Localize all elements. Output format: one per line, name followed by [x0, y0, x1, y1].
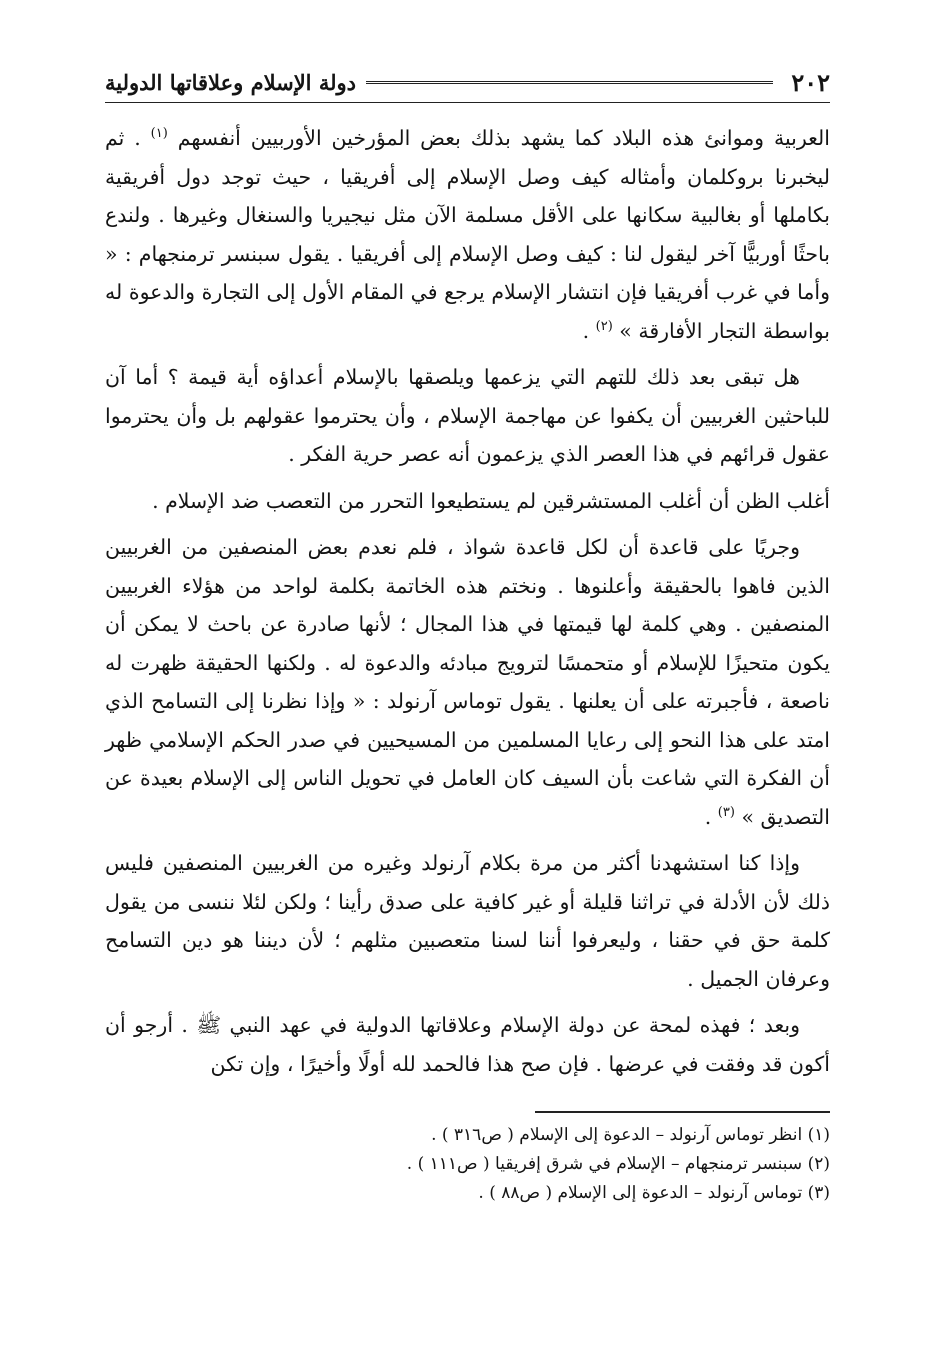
- paragraph-4: [105, 528, 830, 836]
- body-text: [105, 119, 830, 1083]
- paragraph-1: [105, 119, 830, 350]
- paragraph-2: [105, 358, 830, 474]
- paragraph-text-continued: . ثم ليخبرنا بروكلمان وأمثاله كيف وصل الإسلام إلى أفريقيا ، حيث توجد دول أفريقية بكاملها أو بغالبية سكانها على الأقل مسلمة الآن مثل نيجيريا والسنغال وغيرها . ولندع باحثًا أوربيًّا آخر ليقول لنا : كيف وصل الإسلام إلى أفريقيا . يقول سبنسر ترمنجهام : « وأما في غرب أفريقيا فإن انتشار الإسلام يرجع في المقام الأول إلى التجارة والدعوة له بواسطة التجار الأفارقة »: [105, 126, 830, 343]
- paragraph-text: وبعد ؛ فهذه لمحة عن دولة الإسلام وعلاقاتها الدولية في عهد النبي ﷺ . أرجو أن أكون قد وفقت في عرضها . فإن صح هذا فالحمد لله أولًا وأخيرًا ، وإن تكن: [105, 1013, 830, 1076]
- footnote-2: (٢) سبنسر ترمنجهام – الإسلام في شرق إفريقيا ( ص١١١ ) .: [406, 1154, 830, 1174]
- footnotes-separator: [535, 1111, 830, 1113]
- footnote-3: (٣) توماس آرنولد – الدعوة إلى الإسلام ( ص٨٨ ) .: [478, 1183, 830, 1203]
- footnote-ref-1[interactable]: (١): [150, 126, 168, 142]
- paragraph-text-end: .: [582, 318, 596, 343]
- paragraph-text: أغلب الظن أن أغلب المستشرقين لم يستطيعوا التحرر من التعصب ضد الإسلام .: [152, 488, 830, 513]
- page-number: ٢٠٢: [791, 67, 830, 97]
- paragraph-text: هل تبقى بعد ذلك للتهم التي يزعمها ويلصقها بالإسلام أعداؤه أية قيمة ؟ أما آن للباحثين الغربيين أن يكفوا عن مهاجمة الإسلام ، وأن يحترموا عقولهم بل وأن يحترموا عقول قرائهم في هذا العصر الذي يزعمون أنه عصر حرية الفكر .: [105, 365, 830, 466]
- paragraph-3: [105, 482, 830, 521]
- book-page: [105, 62, 830, 1208]
- paragraph-6: [105, 1006, 830, 1083]
- paragraph-text: وجريًا على قاعدة أن لكل قاعدة شواذ ، فلم نعدم بعض المنصفين من الغربيين الذين فاهوا بالحقيقة وأعلنوها . ونختم هذه الخاتمة بكلمة لواحد من هؤلاء الغربيين المنصفين . وهي كلمة لها قيمتها في هذا المجال ؛ لأنها صادرة عن باحث لا يمكن أن يكون متحيزًا للإسلام أو متحمسًا لترويج مبادئه والدعوة له . ولكنها الحقيقة ظهرت له ناصعة ، فأجبرته على أن يعلنها . يقول توماس آرنولد : « وإذا نظرنا إلى التسامح الذي امتد على هذا النحو إلى رعايا المسلمين من المسيحيين في صدر الحكم الإسلامي ظهر أن الفكرة التي شاعت بأن السيف كان العامل في تحويل الناس إلى الإسلام بعيدة عن التصديق »: [105, 535, 830, 829]
- paragraph-text: العربية وموانئ هذه البلاد كما يشهد بذلك بعض المؤرخين الأوربيين أنفسهم: [177, 126, 830, 150]
- paragraph-5: [105, 844, 830, 998]
- running-title: دولة الإسلام وعلاقاتها الدولية: [105, 69, 356, 95]
- header-double-rule: [366, 81, 773, 84]
- page-header: [105, 62, 830, 103]
- paragraph-text: وإذا كنا استشهدنا أكثر من مرة بكلام آرنولد وغيره من الغربيين المنصفين فليس ذلك لأن الأدلة في تراثنا قليلة أو غير كافية على صدق رأينا ؛ ولكن لئلا ننسى من يقول كلمة حق في حقنا ، وليعرفوا أننا لسنا متعصبين مثلهم ؛ لأن ديننا هو دين التسامح وعرفان الجميل .: [105, 851, 830, 991]
- footnotes: [105, 1121, 830, 1208]
- footnote-ref-3[interactable]: (٣): [717, 804, 735, 820]
- footnote-1: (١) انظر توماس آرنولد – الدعوة إلى الإسلام ( ص٣١٦ ) .: [431, 1125, 830, 1145]
- footnote-ref-2[interactable]: (٢): [595, 318, 613, 334]
- paragraph-text-end: .: [704, 804, 718, 829]
